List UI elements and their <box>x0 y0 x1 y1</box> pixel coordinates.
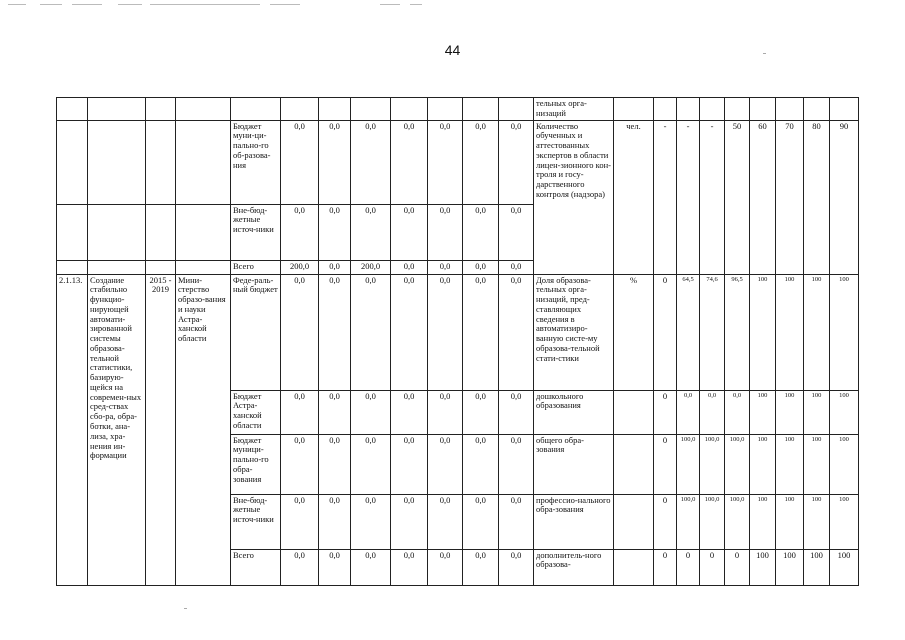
value-cell: 0,0 <box>463 204 499 260</box>
value-cell: 0,0 <box>391 494 428 549</box>
value-cell: 0,0 <box>319 434 351 494</box>
value-cell: 0,0 <box>319 390 351 434</box>
value-cell: 0,0 <box>391 120 428 204</box>
target-cell: 70 <box>776 120 804 274</box>
target-cell: 100 <box>830 274 859 390</box>
value-cell: 0,0 <box>281 120 319 204</box>
value-cell: 0,0 <box>319 260 351 274</box>
scan-speck <box>184 608 187 609</box>
target-cell: 50 <box>725 120 750 274</box>
value-cell: 0,0 <box>428 390 463 434</box>
target-cell: 100 <box>804 274 830 390</box>
value-cell: 0,0 <box>319 494 351 549</box>
target-cell: 64,5 <box>677 274 700 390</box>
value-cell: 0,0 <box>319 549 351 585</box>
indicator-cell: дополнитель-ного образова- <box>534 549 614 585</box>
value-cell: 0,0 <box>391 274 428 390</box>
target-cell: 0,0 <box>700 390 725 434</box>
target-cell: 100 <box>776 274 804 390</box>
value-cell: 0,0 <box>499 390 534 434</box>
value-cell: 0,0 <box>428 434 463 494</box>
source-cell: Бюджет муници-пально-го обра-зования <box>231 434 281 494</box>
target-cell: 0 <box>654 434 677 494</box>
indicator-cell: тельных орга- низаций <box>534 98 614 121</box>
value-cell: 0,0 <box>499 260 534 274</box>
value-cell: 0,0 <box>499 274 534 390</box>
value-cell: 0,0 <box>351 434 391 494</box>
target-cell: 74,6 <box>700 274 725 390</box>
source-cell: Бюджет муни-ци-пально-го об-разова-ния <box>231 120 281 204</box>
page-number: 44 <box>444 42 461 58</box>
value-cell: 0,0 <box>391 204 428 260</box>
value-cell: 0,0 <box>351 549 391 585</box>
value-cell: 0,0 <box>428 274 463 390</box>
target-cell: 100 <box>750 494 776 549</box>
value-cell: 0,0 <box>428 260 463 274</box>
target-cell: 100 <box>750 434 776 494</box>
source-cell: Феде-раль-ный бюджет <box>231 274 281 390</box>
target-cell: 100 <box>830 494 859 549</box>
target-cell: 0 <box>700 549 725 585</box>
target-cell: 96,5 <box>725 274 750 390</box>
target-cell: 0 <box>677 549 700 585</box>
target-cell: 100 <box>776 390 804 434</box>
target-cell: 0,0 <box>725 390 750 434</box>
target-cell: 100,0 <box>700 494 725 549</box>
source-cell: Бюджет Астра-ханской области <box>231 390 281 434</box>
value-cell: 0,0 <box>319 204 351 260</box>
source-cell: Вне-бюд-жетные источ-ники <box>231 204 281 260</box>
value-cell: 0,0 <box>463 549 499 585</box>
value-cell: 0,0 <box>428 120 463 204</box>
target-cell: 0 <box>654 549 677 585</box>
target-cell: 100,0 <box>725 494 750 549</box>
target-cell: - <box>677 120 700 274</box>
value-cell: 200,0 <box>351 260 391 274</box>
value-cell: 0,0 <box>391 260 428 274</box>
value-cell: 0,0 <box>463 260 499 274</box>
indicator-cell: Количество обученных и аттестованных экспертов в области лицен-зионного кон-троля и госу-дарственного контроля (надзора) <box>534 120 614 274</box>
value-cell: 0,0 <box>281 494 319 549</box>
value-cell: 0,0 <box>463 120 499 204</box>
program-table <box>56 97 859 586</box>
unit-cell: % <box>614 274 654 390</box>
target-cell: 100 <box>776 549 804 585</box>
target-cell: 100 <box>750 549 776 585</box>
target-cell: 0 <box>654 390 677 434</box>
value-cell: 0,0 <box>463 274 499 390</box>
value-cell: 0,0 <box>351 120 391 204</box>
table-row-prev <box>57 98 859 121</box>
value-cell: 0,0 <box>281 390 319 434</box>
indicator-cell: Доля образова-тельных орга-низаций, пред-ставляющих сведения в автоматизиро-ванную систе-му образова-тельной стати-стики <box>534 274 614 390</box>
value-cell: 0,0 <box>281 549 319 585</box>
value-cell: 0,0 <box>319 274 351 390</box>
table-row-budget-mun-1 <box>57 120 859 204</box>
target-cell: 100 <box>776 494 804 549</box>
target-cell: 90 <box>830 120 859 274</box>
value-cell: 0,0 <box>428 494 463 549</box>
value-cell: 0,0 <box>428 549 463 585</box>
target-cell: 100,0 <box>677 494 700 549</box>
value-cell: 200,0 <box>281 260 319 274</box>
value-cell: 0,0 <box>499 120 534 204</box>
table-row-federal <box>57 274 859 390</box>
target-cell: 80 <box>804 120 830 274</box>
item-executor: Мини-стерство образо-вания и науки Астра-ханской области <box>176 274 231 585</box>
value-cell: 0,0 <box>463 390 499 434</box>
value-cell: 0,0 <box>281 434 319 494</box>
target-cell: 100,0 <box>725 434 750 494</box>
indicator-cell: общего обра-зования <box>534 434 614 494</box>
value-cell: 0,0 <box>499 434 534 494</box>
value-cell: 0,0 <box>319 120 351 204</box>
value-cell: 0,0 <box>499 549 534 585</box>
indicator-cell: профессио-нального обра-зования <box>534 494 614 549</box>
target-cell: 60 <box>750 120 776 274</box>
target-cell: 100 <box>750 390 776 434</box>
value-cell: 0,0 <box>391 434 428 494</box>
value-cell: 0,0 <box>463 434 499 494</box>
item-years: 2015 - 2019 <box>146 274 176 585</box>
value-cell: 0,0 <box>351 390 391 434</box>
value-cell: 0,0 <box>499 494 534 549</box>
target-cell: 100 <box>830 390 859 434</box>
target-cell: 100 <box>750 274 776 390</box>
target-cell: - <box>654 120 677 274</box>
target-cell: 100 <box>804 549 830 585</box>
indicator-cell: дошкольного образования <box>534 390 614 434</box>
item-name: Создание стабильно функцио-нирующей автомати-зированной системы образова-тельной статистики, базирую-щейся на современ-ных сред-ствах сбо-ра, обра-ботки, ана-лиза, хра-нения ин-формации <box>88 274 146 585</box>
target-cell: 100,0 <box>700 434 725 494</box>
target-cell: 100 <box>830 434 859 494</box>
target-cell: 100 <box>776 434 804 494</box>
value-cell: 0,0 <box>351 494 391 549</box>
source-cell: Всего <box>231 260 281 274</box>
target-cell: 0 <box>654 494 677 549</box>
target-cell: 0 <box>654 274 677 390</box>
target-cell: 100 <box>804 494 830 549</box>
value-cell: 0,0 <box>281 274 319 390</box>
target-cell: 100,0 <box>677 434 700 494</box>
target-cell: 0,0 <box>677 390 700 434</box>
value-cell: 0,0 <box>281 204 319 260</box>
value-cell: 0,0 <box>391 549 428 585</box>
value-cell: 0,0 <box>351 274 391 390</box>
source-cell: Всего <box>231 549 281 585</box>
value-cell: 0,0 <box>391 390 428 434</box>
target-cell: 100 <box>804 390 830 434</box>
item-number: 2.1.13. <box>57 274 88 585</box>
target-cell: - <box>700 120 725 274</box>
scan-edge-marks <box>0 4 905 8</box>
source-cell: Вне-бюд-жетные источ-ники <box>231 494 281 549</box>
value-cell: 0,0 <box>428 204 463 260</box>
target-cell: 100 <box>804 434 830 494</box>
target-cell: 0 <box>725 549 750 585</box>
value-cell: 0,0 <box>351 204 391 260</box>
value-cell: 0,0 <box>463 494 499 549</box>
value-cell: 0,0 <box>499 204 534 260</box>
target-cell: 100 <box>830 549 859 585</box>
unit-cell: чел. <box>614 120 654 274</box>
